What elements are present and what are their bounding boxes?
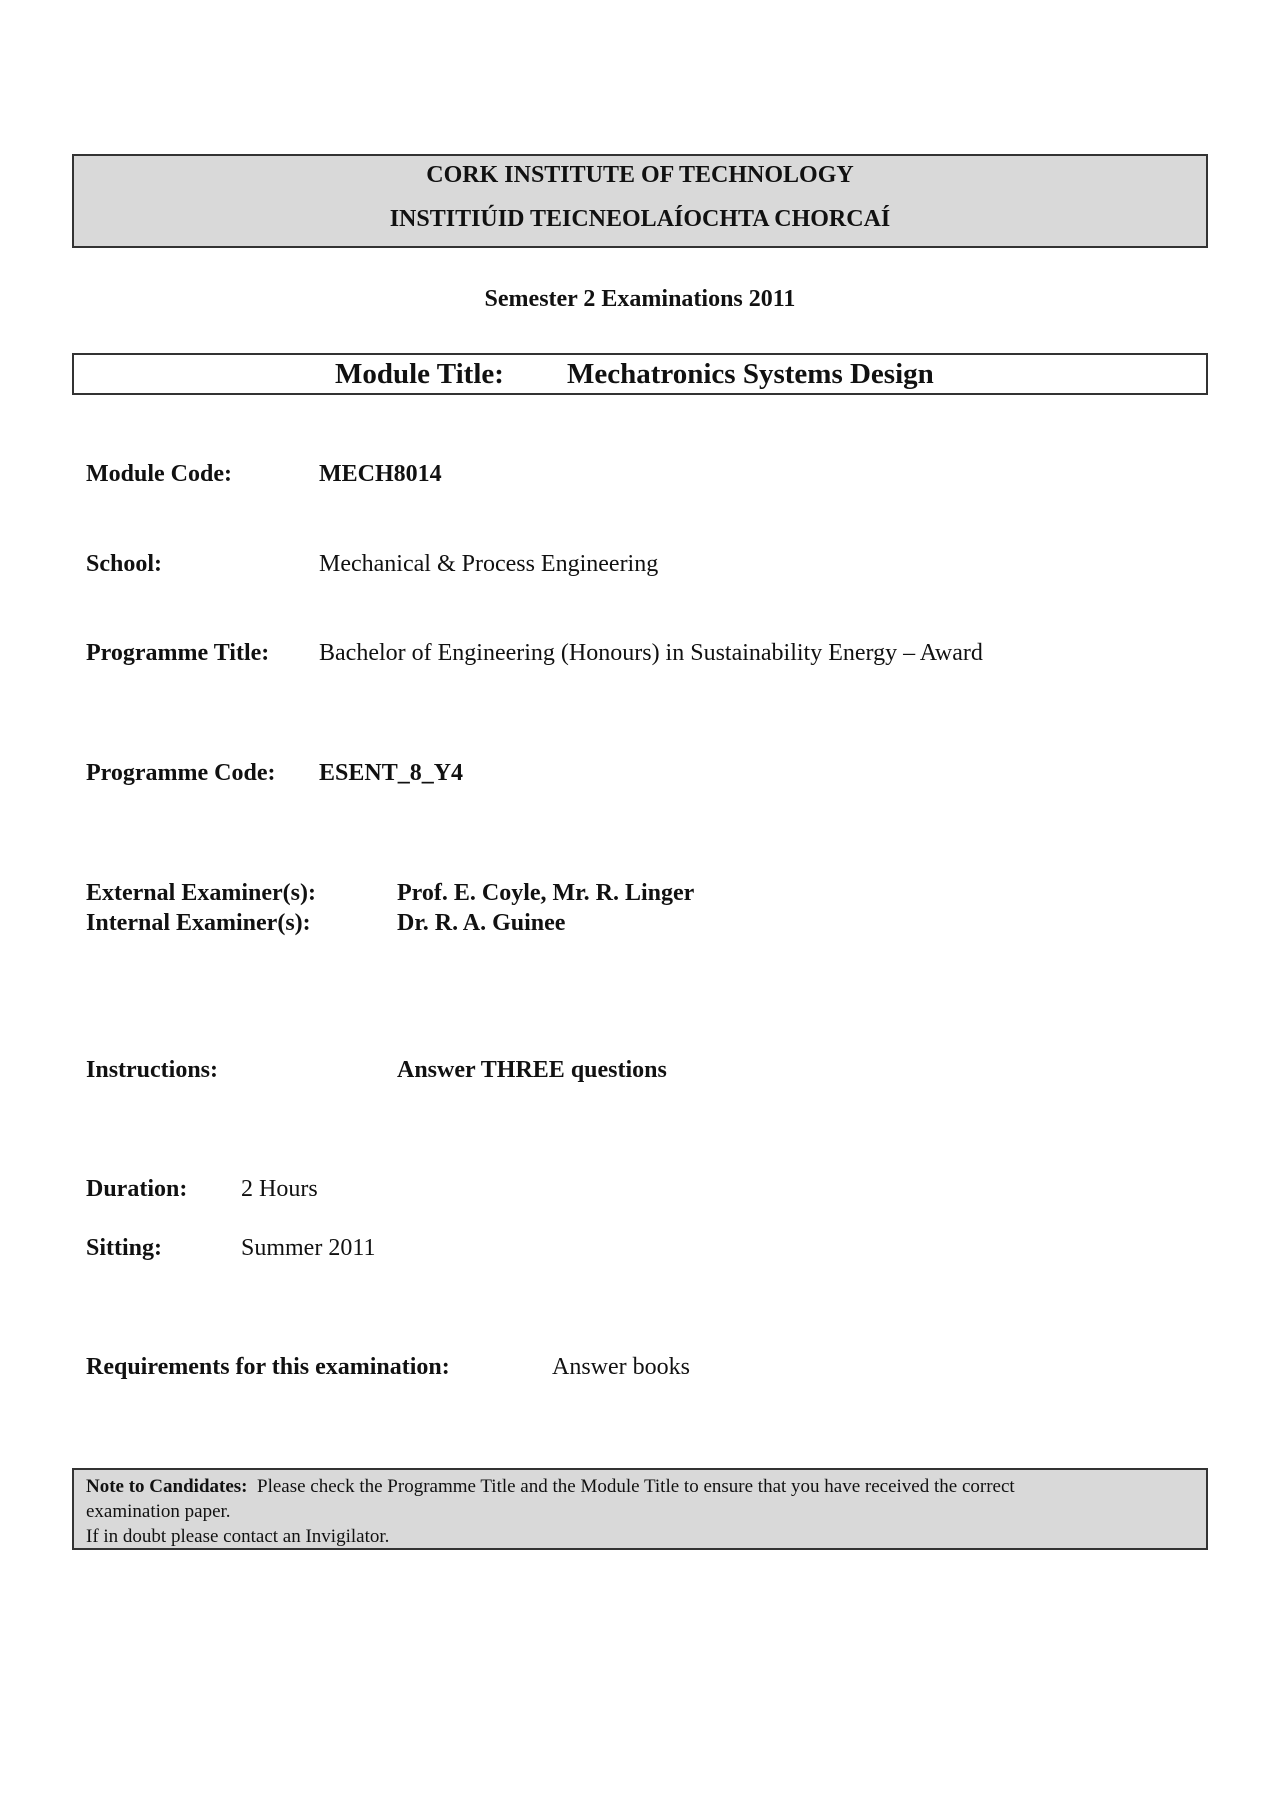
institute-name-english: CORK INSTITUTE OF TECHNOLOGY (426, 162, 854, 188)
note-line-1 (86, 1474, 1194, 1499)
note-label: Note to Candidates: (86, 1476, 248, 1497)
institute-header-box (72, 154, 1208, 248)
programme-title-value: Bachelor of Engineering (Honours) in Sustainability Energy – Award (319, 640, 983, 666)
external-examiners-label: External Examiner(s): (86, 880, 316, 906)
module-title-value: Mechatronics Systems Design (567, 358, 934, 390)
note-text-line-3: If in doubt please contact an Invigilator. (86, 1526, 390, 1547)
internal-examiners-value: Dr. R. A. Guinee (397, 910, 566, 936)
instructions-label: Instructions: (86, 1057, 219, 1083)
programme-code-label: Programme Code: (86, 760, 276, 786)
internal-examiners-label: Internal Examiner(s): (86, 910, 311, 936)
semester-heading: Semester 2 Examinations 2011 (484, 286, 796, 312)
duration-label: Duration: (86, 1176, 188, 1202)
sitting-value: Summer 2011 (241, 1235, 376, 1261)
requirements-label: Requirements for this examination: (86, 1354, 450, 1380)
module-code-label: Module Code: (86, 461, 232, 487)
programme-code-value: ESENT_8_Y4 (319, 760, 464, 786)
note-text-line-1: Please check the Programme Title and the Module Title to ensure that you have received the correct (257, 1476, 1015, 1497)
instructions-value: Answer THREE questions (397, 1057, 667, 1083)
school-label: School: (86, 551, 163, 577)
duration-value: 2 Hours (241, 1176, 318, 1202)
note-to-candidates-box (72, 1468, 1208, 1550)
note-text-line-2: examination paper. (86, 1501, 231, 1522)
sitting-label: Sitting: (86, 1235, 163, 1261)
external-examiners-value: Prof. E. Coyle, Mr. R. Linger (397, 880, 695, 906)
programme-title-label: Programme Title: (86, 640, 270, 666)
module-title-label: Module Title: (335, 358, 504, 390)
module-code-value: MECH8014 (319, 461, 442, 487)
institute-name-irish: INSTITIÚID TEICNEOLAÍOCHTA CHORCAÍ (389, 206, 891, 232)
school-value: Mechanical & Process Engineering (319, 551, 659, 577)
requirements-value: Answer books (552, 1354, 690, 1380)
module-title-box (72, 353, 1208, 395)
